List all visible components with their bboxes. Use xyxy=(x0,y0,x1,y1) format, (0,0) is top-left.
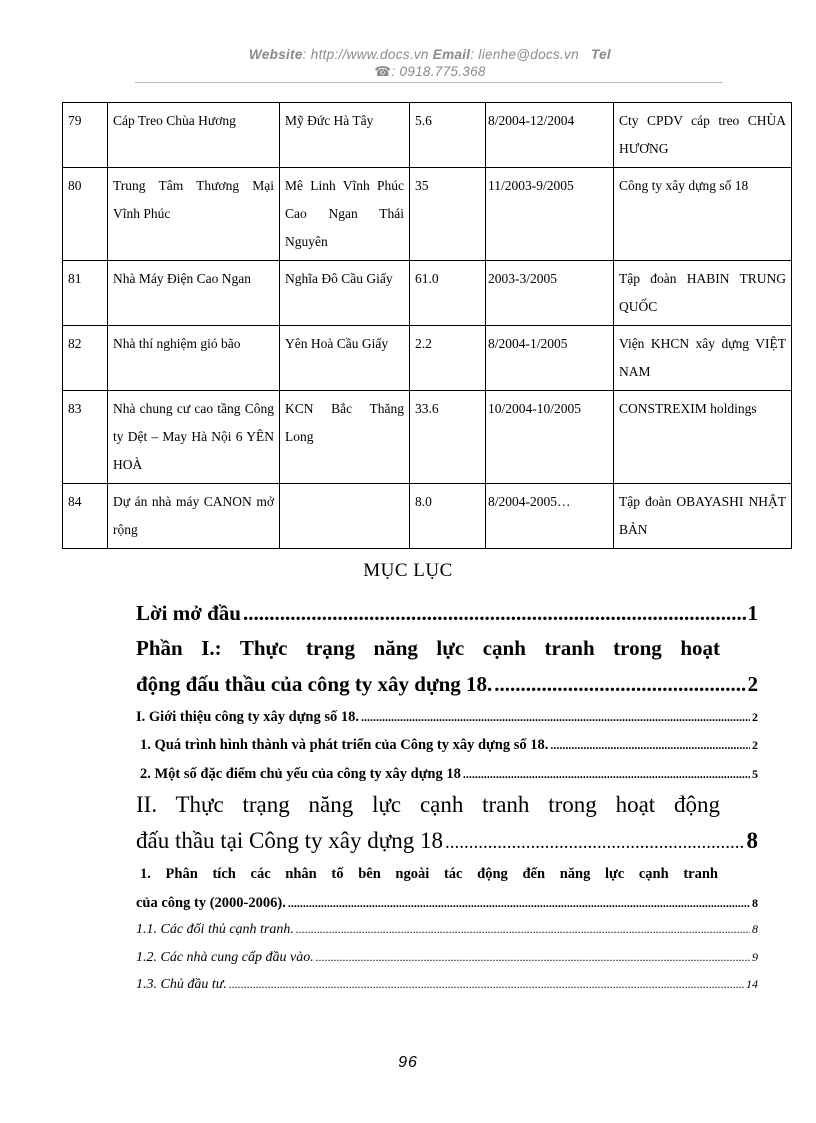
project-name: Cáp Treo Chùa Hương xyxy=(108,103,280,168)
table-row xyxy=(63,168,792,261)
project-duration: 2003-3/2005 xyxy=(486,261,614,326)
project-name: Nhà Máy Điện Cao Ngan xyxy=(108,261,280,326)
project-duration: 10/2004-10/2005 xyxy=(486,391,614,484)
project-location: Nghĩa Đô Cầu Giấy xyxy=(280,261,410,326)
project-owner: Tập đoàn HABIN TRUNG QUỐC xyxy=(614,261,792,326)
toc-entry-phan-1[interactable] xyxy=(136,672,758,697)
toc-leader xyxy=(296,922,750,937)
table-row xyxy=(63,326,792,391)
toc-entry-text: 2. Một số đặc điểm chủ yếu của công ty xây dựng 18 xyxy=(140,766,461,782)
email-value: : lienhe@docs.vn xyxy=(470,47,579,62)
table-row xyxy=(63,484,792,549)
project-name: Nhà chung cư cao tầng Công ty Dệt – May Hà Nội 6 YÊN HOÀ xyxy=(108,391,280,484)
project-duration: 8/2004-1/2005 xyxy=(486,326,614,391)
toc-leader xyxy=(550,738,750,753)
tel-label: Tel xyxy=(591,47,611,62)
phone-icon: ☎ xyxy=(374,64,392,79)
toc-entry-text: Lời mở đầu xyxy=(136,601,241,625)
header-line-1 xyxy=(135,46,725,63)
toc-leader xyxy=(288,896,750,911)
toc-entry-section-1-1[interactable] xyxy=(140,737,758,754)
row-number: 80 xyxy=(63,168,108,261)
row-number: 84 xyxy=(63,484,108,549)
toc-leader xyxy=(316,950,750,965)
project-value: 35 xyxy=(410,168,486,261)
toc-page-number: 1 xyxy=(747,601,758,625)
page-header xyxy=(135,46,725,80)
project-name: Dự án nhà máy CANON mở rộng xyxy=(108,484,280,549)
projects-table xyxy=(62,102,792,549)
page-number: 96 xyxy=(398,1054,418,1071)
project-owner: Công ty xây dựng số 18 xyxy=(614,168,792,261)
table-row xyxy=(63,261,792,326)
toc-entry-text: I. Giới thiệu công ty xây dựng số 18. xyxy=(136,709,359,725)
project-duration: 8/2004-12/2004 xyxy=(486,103,614,168)
row-number: 81 xyxy=(63,261,108,326)
toc-entry-section-1-2[interactable] xyxy=(140,766,758,783)
website-label: Website xyxy=(249,47,303,62)
toc-entry-section-2[interactable] xyxy=(136,828,758,854)
project-name: Nhà thí nghiệm gió bão xyxy=(108,326,280,391)
project-location: Mỹ Đức Hà Tây xyxy=(280,103,410,168)
project-location: Yên Hoà Cầu Giấy xyxy=(280,326,410,391)
toc-leader xyxy=(463,767,750,782)
toc-entry-section-2-1-1[interactable] xyxy=(136,922,758,938)
toc-entry-section-2-line-1[interactable]: II. Thực trạng năng lực cạnh tranh trong hoạt động xyxy=(136,792,720,817)
toc-entry-section-1[interactable] xyxy=(136,709,758,726)
toc-page-number: 9 xyxy=(752,950,758,964)
project-owner: Viện KHCN xây dựng VIỆT NAM xyxy=(614,326,792,391)
toc-entry-section-2-1-2[interactable] xyxy=(136,950,758,966)
project-duration: 11/2003-9/2005 xyxy=(486,168,614,261)
toc-entry-section-2-1[interactable] xyxy=(136,895,758,912)
toc-entry-text: đấu thầu tại Công ty xây dựng 18 xyxy=(136,828,443,853)
toc-entry-text: động đấu thầu của công ty xây dựng 18. xyxy=(136,672,493,696)
toc-entry-text: 1.1. Các đối thủ cạnh tranh. xyxy=(136,922,294,937)
project-owner: Cty CPDV cáp treo CHÙA HƯƠNG xyxy=(614,103,792,168)
project-owner: Tập đoàn OBAYASHI NHẬT BẢN xyxy=(614,484,792,549)
toc-page-number: 2 xyxy=(752,710,758,724)
toc-page-number: 14 xyxy=(746,977,758,991)
toc-entry-loi-mo-dau[interactable] xyxy=(136,601,758,626)
toc-leader xyxy=(361,710,750,725)
row-number: 79 xyxy=(63,103,108,168)
email-label: Email xyxy=(432,47,471,62)
header-line-2 xyxy=(135,63,725,80)
project-value: 5.6 xyxy=(410,103,486,168)
toc-page-number: 5 xyxy=(752,767,758,781)
project-value: 8.0 xyxy=(410,484,486,549)
project-location xyxy=(280,484,410,549)
project-value: 61.0 xyxy=(410,261,486,326)
toc-leader xyxy=(445,832,745,854)
toc-page-number: 8 xyxy=(752,922,758,936)
toc-entry-section-2-1-3[interactable] xyxy=(136,977,758,993)
project-duration: 8/2004-2005… xyxy=(486,484,614,549)
project-value: 2.2 xyxy=(410,326,486,391)
table-row xyxy=(63,103,792,168)
toc-leader xyxy=(229,977,744,992)
row-number: 83 xyxy=(63,391,108,484)
toc-page-number: 8 xyxy=(746,828,758,853)
header-divider xyxy=(135,82,723,83)
toc-page-number: 2 xyxy=(747,672,758,696)
toc-title: MỤC LỤC xyxy=(363,560,453,581)
project-location: Mê Linh Vĩnh Phúc Cao Ngan Thái Nguyên xyxy=(280,168,410,261)
toc-page-number: 2 xyxy=(752,738,758,752)
toc-entry-phan-1-line-1[interactable]: Phần I.: Thực trạng năng lực cạnh tranh trong hoạt xyxy=(136,636,720,660)
toc-entry-section-2-1-line-1[interactable]: 1. Phân tích các nhân tố bên ngoài tác động đến năng lực cạnh tranh xyxy=(140,866,718,882)
phone-value: : 0918.775.368 xyxy=(391,64,486,79)
row-number: 82 xyxy=(63,326,108,391)
toc-page-number: 8 xyxy=(752,896,758,910)
toc-entry-text: của công ty (2000-2006). xyxy=(136,895,286,911)
project-name: Trung Tâm Thương Mại Vĩnh Phúc xyxy=(108,168,280,261)
table-row xyxy=(63,391,792,484)
project-owner: CONSTREXIM holdings xyxy=(614,391,792,484)
project-value: 33.6 xyxy=(410,391,486,484)
toc-entry-text: 1.2. Các nhà cung cấp đầu vào. xyxy=(136,950,314,965)
toc-leader xyxy=(243,601,746,626)
toc-entry-text: 1. Quá trình hình thành và phát triển của Công ty xây dựng số 18. xyxy=(140,737,549,753)
project-location: KCN Bắc Thăng Long xyxy=(280,391,410,484)
toc-entry-text: 1.3. Chủ đầu tư. xyxy=(136,977,227,992)
toc-leader xyxy=(494,672,745,697)
website-value: : http://www.docs.vn xyxy=(302,47,429,62)
